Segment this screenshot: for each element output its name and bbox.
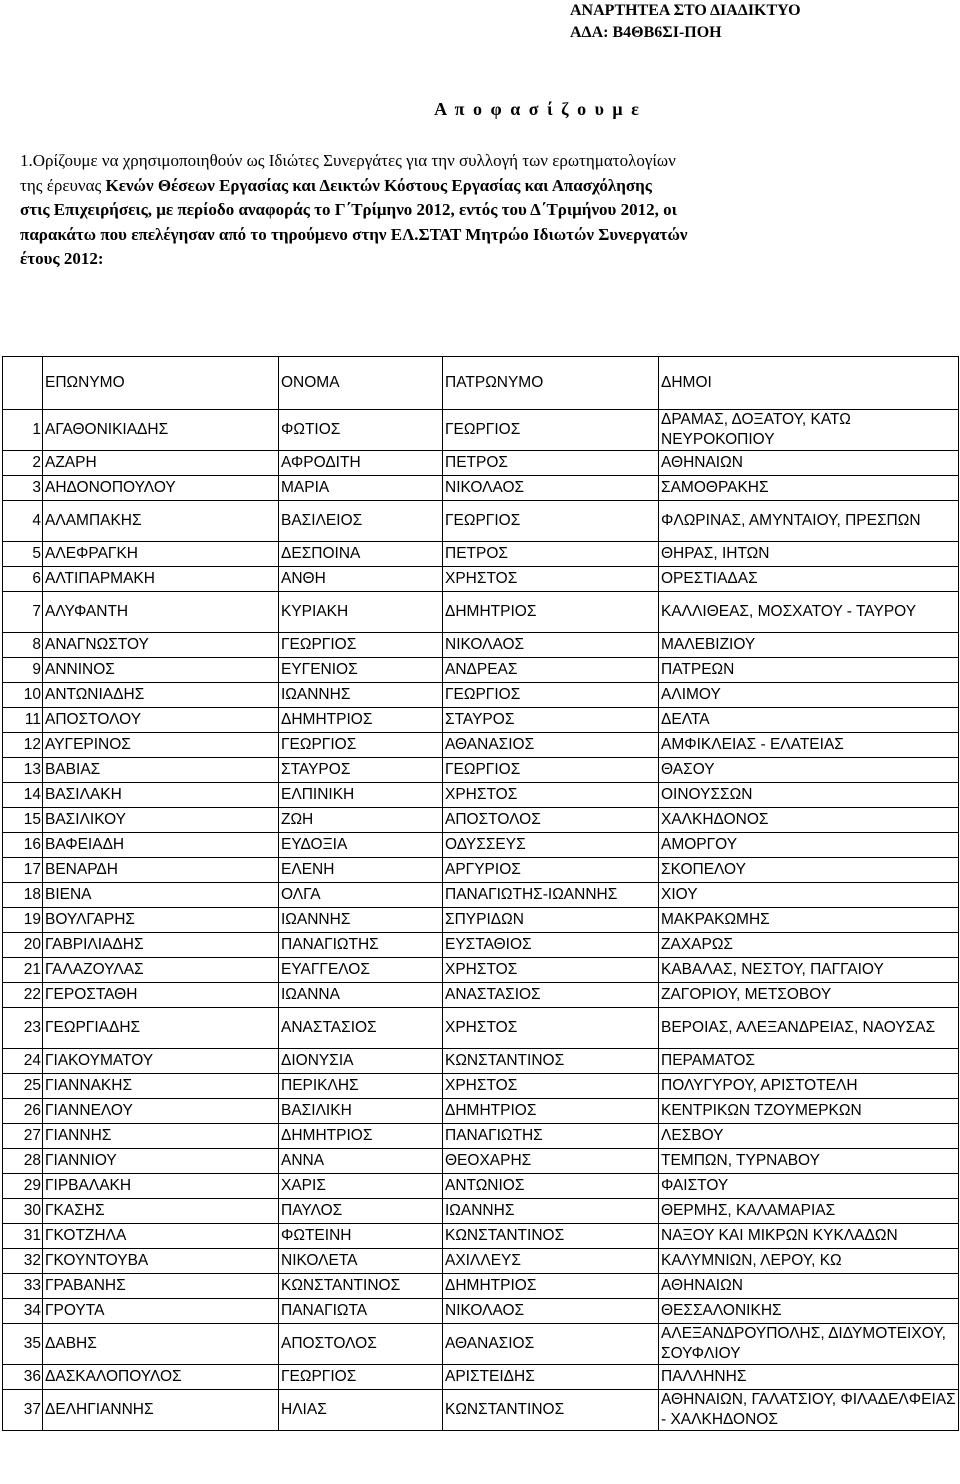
municipalities-cell: ΝΑΞΟΥ ΚΑΙ ΜΙΚΡΩΝ ΚΥΚΛΑΔΩΝ	[659, 1224, 959, 1249]
table-header-row	[3, 357, 959, 410]
table-row	[3, 1074, 959, 1099]
row-number: 16	[3, 833, 43, 858]
name-cell: ΙΩΑΝΝΗΣ	[279, 683, 443, 708]
patronymic-cell: ΚΩΝΣΤΑΝΤΙΝΟΣ	[443, 1049, 659, 1074]
table-row	[3, 451, 959, 476]
row-number: 29	[3, 1174, 43, 1199]
municipalities-cell: ΚΑΒΑΛΑΣ, ΝΕΣΤΟΥ, ΠΑΓΓΑΙΟΥ	[659, 958, 959, 983]
surname-cell: ΓΚΟΥΝΤΟΥΒΑ	[43, 1249, 279, 1274]
surname-cell: ΓΑΒΡΙΛΙΑΔΗΣ	[43, 933, 279, 958]
paragraph-line-2-start: της έρευνας	[20, 175, 106, 195]
paragraph-line-5: έτους 2012:	[20, 249, 104, 268]
name-cell: ΕΛΕΝΗ	[279, 858, 443, 883]
municipalities-cell: ΖΑΧΑΡΩΣ	[659, 933, 959, 958]
surname-cell: ΓΙΑΝΝΗΣ	[43, 1124, 279, 1149]
municipalities-cell: ΑΛΕΞΑΝΔΡΟΥΠΟΛΗΣ, ΔΙΔΥΜΟΤΕΙΧΟΥ, ΣΟΥΦΛΙΟΥ	[659, 1324, 959, 1365]
surname-cell: ΒΟΥΛΓΑΡΗΣ	[43, 908, 279, 933]
row-number: 26	[3, 1099, 43, 1124]
row-number: 32	[3, 1249, 43, 1274]
name-cell: ΠΑΝΑΓΙΩΤΑ	[279, 1299, 443, 1324]
municipalities-cell: ΧΙΟΥ	[659, 883, 959, 908]
name-cell: ΒΑΣΙΛΕΙΟΣ	[279, 501, 443, 542]
row-number: 18	[3, 883, 43, 908]
table-row	[3, 733, 959, 758]
patronymic-cell: ΔΗΜΗΤΡΙΟΣ	[443, 1099, 659, 1124]
surname-cell: ΑΖΑΡΗ	[43, 451, 279, 476]
patronymic-cell: ΔΗΜΗΤΡΙΟΣ	[443, 592, 659, 633]
surname-cell: ΒΑΒΙΑΣ	[43, 758, 279, 783]
municipalities-cell: ΦΑΙΣΤΟΥ	[659, 1174, 959, 1199]
surname-cell: ΒΑΦΕΙΑΔΗ	[43, 833, 279, 858]
row-number: 2	[3, 451, 43, 476]
row-number: 5	[3, 542, 43, 567]
row-number: 34	[3, 1299, 43, 1324]
name-cell: ΙΩΑΝΝΑ	[279, 983, 443, 1008]
table-row	[3, 783, 959, 808]
name-cell: ΠΑΥΛΟΣ	[279, 1199, 443, 1224]
row-number: 35	[3, 1324, 43, 1365]
ada-code: ΑΔΑ: Β4ΘΒ6ΣΙ-ΠΟΗ	[570, 24, 722, 41]
surname-cell: ΓΙΡΒΑΛΑΚΗ	[43, 1174, 279, 1199]
surname-cell: ΓΕΩΡΓΙΑΔΗΣ	[43, 1008, 279, 1049]
row-number: 22	[3, 983, 43, 1008]
table-row	[3, 683, 959, 708]
municipalities-cell: ΘΕΡΜΗΣ, ΚΑΛΑΜΑΡΙΑΣ	[659, 1199, 959, 1224]
table-row	[3, 1049, 959, 1074]
patronymic-cell: ΣΠΥΡΙΔΩΝ	[443, 908, 659, 933]
table-row	[3, 476, 959, 501]
name-cell: ΓΕΩΡΓΙΟΣ	[279, 733, 443, 758]
surname-cell: ΓΕΡΟΣΤΑΘΗ	[43, 983, 279, 1008]
patronymic-cell: ΚΩΝΣΤΑΝΤΙΝΟΣ	[443, 1224, 659, 1249]
table-row	[3, 1199, 959, 1224]
name-cell: ΔΕΣΠΟΙΝΑ	[279, 542, 443, 567]
table-row	[3, 633, 959, 658]
surname-cell: ΑΝΤΩΝΙΑΔΗΣ	[43, 683, 279, 708]
row-number: 28	[3, 1149, 43, 1174]
surname-cell: ΓΙΑΝΝΙΟΥ	[43, 1149, 279, 1174]
name-cell: ΚΥΡΙΑΚΗ	[279, 592, 443, 633]
patronymic-cell: ΠΕΤΡΟΣ	[443, 451, 659, 476]
municipalities-cell: ΠΑΤΡΕΩΝ	[659, 658, 959, 683]
patronymic-cell: ΓΕΩΡΓΙΟΣ	[443, 758, 659, 783]
municipalities-cell: ΚΕΝΤΡΙΚΩΝ ΤΖΟΥΜΕΡΚΩΝ	[659, 1099, 959, 1124]
table-row	[3, 708, 959, 733]
table-row	[3, 833, 959, 858]
row-number: 10	[3, 683, 43, 708]
municipalities-cell: ΔΕΛΤΑ	[659, 708, 959, 733]
row-number: 31	[3, 1224, 43, 1249]
municipalities-cell: ΑΘΗΝΑΙΩΝ	[659, 451, 959, 476]
name-cell: ΜΑΡΙΑ	[279, 476, 443, 501]
header-number	[3, 357, 43, 410]
surname-cell: ΔΑΣΚΑΛΟΠΟΥΛΟΣ	[43, 1365, 279, 1390]
surname-cell: ΑΓΑΘΟΝΙΚΙΑΔΗΣ	[43, 410, 279, 451]
municipalities-cell: ΑΘΗΝΑΙΩΝ, ΓΑΛΑΤΣΙΟΥ, ΦΙΛΑΔΕΛΦΕΙΑΣ - ΧΑΛΚΗΔΟΝΟΣ	[659, 1390, 959, 1431]
municipalities-cell: ΟΙΝΟΥΣΣΩΝ	[659, 783, 959, 808]
patronymic-cell: ΧΡΗΣΤΟΣ	[443, 567, 659, 592]
patronymic-cell: ΧΡΗΣΤΟΣ	[443, 1008, 659, 1049]
name-cell: ΑΝΝΑ	[279, 1149, 443, 1174]
municipalities-cell: ΠΟΛΥΓΥΡΟΥ, ΑΡΙΣΤΟΤΕΛΗ	[659, 1074, 959, 1099]
header-name: ΟΝΟΜΑ	[279, 357, 443, 410]
patronymic-cell: ΑΝΑΣΤΑΣΙΟΣ	[443, 983, 659, 1008]
patronymic-cell: ΑΧΙΛΛΕΥΣ	[443, 1249, 659, 1274]
header-surname: ΕΠΩΝΥΜΟ	[43, 357, 279, 410]
patronymic-cell: ΟΔΥΣΣΕΥΣ	[443, 833, 659, 858]
surname-cell: ΑΛΤΙΠΑΡΜΑΚΗ	[43, 567, 279, 592]
name-cell: ΔΙΟΝΥΣΙΑ	[279, 1049, 443, 1074]
municipalities-cell: ΠΕΡΑΜΑΤΟΣ	[659, 1049, 959, 1074]
patronymic-cell: ΑΡΓΥΡΙΟΣ	[443, 858, 659, 883]
patronymic-cell: ΓΕΩΡΓΙΟΣ	[443, 683, 659, 708]
municipalities-cell: ΣΚΟΠΕΛΟΥ	[659, 858, 959, 883]
surname-cell: ΑΗΔΟΝΟΠΟΥΛΟΥ	[43, 476, 279, 501]
municipalities-cell: ΦΛΩΡΙΝΑΣ, ΑΜΥΝΤΑΙΟΥ, ΠΡΕΣΠΩΝ	[659, 501, 959, 542]
row-number: 17	[3, 858, 43, 883]
surname-cell: ΓΑΛΑΖΟΥΛΑΣ	[43, 958, 279, 983]
decision-heading-text: Α π ο φ α σ ί ζ ο υ μ ε	[434, 99, 641, 119]
municipalities-cell: ΠΑΛΛΗΝΗΣ	[659, 1365, 959, 1390]
patronymic-cell: ΓΕΩΡΓΙΟΣ	[443, 410, 659, 451]
patronymic-cell: ΓΕΩΡΓΙΟΣ	[443, 501, 659, 542]
table-row	[3, 1390, 959, 1431]
municipalities-cell: ΑΜΟΡΓΟΥ	[659, 833, 959, 858]
patronymic-cell: ΑΝΤΩΝΙΟΣ	[443, 1174, 659, 1199]
table-row	[3, 808, 959, 833]
name-cell: ΑΝΘΗ	[279, 567, 443, 592]
municipalities-cell: ΘΕΣΣΑΛΟΝΙΚΗΣ	[659, 1299, 959, 1324]
surname-cell: ΓΡΟΥΤΑ	[43, 1299, 279, 1324]
surname-cell: ΓΚΟΤΖΗΛΑ	[43, 1224, 279, 1249]
municipalities-cell: ΧΑΛΚΗΔΟΝΟΣ	[659, 808, 959, 833]
row-number: 6	[3, 567, 43, 592]
header-patronymic: ΠΑΤΡΩΝΥΜΟ	[443, 357, 659, 410]
patronymic-cell: ΠΑΝΑΓΙΩΤΗΣ-ΙΩΑΝΝΗΣ	[443, 883, 659, 908]
surname-cell: ΑΛΥΦΑΝΤΗ	[43, 592, 279, 633]
table-row	[3, 1124, 959, 1149]
table-row	[3, 658, 959, 683]
table-row	[3, 858, 959, 883]
name-cell: ΑΠΟΣΤΟΛΟΣ	[279, 1324, 443, 1365]
municipalities-cell: ΑΘΗΝΑΙΩΝ	[659, 1274, 959, 1299]
row-number: 19	[3, 908, 43, 933]
municipalities-cell: ΑΜΦΙΚΛΕΙΑΣ - ΕΛΑΤΕΙΑΣ	[659, 733, 959, 758]
name-cell: ΗΛΙΑΣ	[279, 1390, 443, 1431]
surname-cell: ΑΥΓΕΡΙΝΟΣ	[43, 733, 279, 758]
name-cell: ΠΑΝΑΓΙΩΤΗΣ	[279, 933, 443, 958]
municipalities-cell: ΘΗΡΑΣ, ΙΗΤΩΝ	[659, 542, 959, 567]
surname-cell: ΓΙΑΝΝΑΚΗΣ	[43, 1074, 279, 1099]
name-cell: ΕΥΑΓΓΕΛΟΣ	[279, 958, 443, 983]
surname-cell: ΑΠΟΣΤΟΛΟΥ	[43, 708, 279, 733]
table-row	[3, 908, 959, 933]
row-number: 13	[3, 758, 43, 783]
paragraph-line-4: παρακάτω που επελέγησαν από το τηρούμενο στην ΕΛ.ΣΤΑΤ Μητρώο Ιδιωτών Συνεργατών	[20, 224, 688, 244]
name-cell: ΦΩΤΙΟΣ	[279, 410, 443, 451]
publication-notice: ΑΝΑΡΤΗΤΕΑ ΣΤΟ ΔΙΑΔΙΚΤΥΟ	[570, 2, 801, 19]
patronymic-cell: ΕΥΣΤΑΘΙΟΣ	[443, 933, 659, 958]
patronymic-cell: ΑΘΑΝΑΣΙΟΣ	[443, 1324, 659, 1365]
row-number: 33	[3, 1274, 43, 1299]
name-cell: ΕΥΔΟΞΙΑ	[279, 833, 443, 858]
surname-cell: ΑΛΑΜΠΑΚΗΣ	[43, 501, 279, 542]
surname-cell: ΓΚΑΣΗΣ	[43, 1199, 279, 1224]
table-row	[3, 1249, 959, 1274]
row-number: 12	[3, 733, 43, 758]
patronymic-cell: ΝΙΚΟΛΑΟΣ	[443, 476, 659, 501]
name-cell: ΖΩΗ	[279, 808, 443, 833]
row-number: 25	[3, 1074, 43, 1099]
table-row	[3, 1008, 959, 1049]
name-cell: ΔΗΜΗΤΡΙΟΣ	[279, 708, 443, 733]
name-cell: ΕΛΠΙΝΙΚΗ	[279, 783, 443, 808]
patronymic-cell: ΑΝΔΡΕΑΣ	[443, 658, 659, 683]
row-number: 20	[3, 933, 43, 958]
name-cell: ΦΩΤΕΙΝΗ	[279, 1224, 443, 1249]
patronymic-cell: ΑΡΙΣΤΕΙΔΗΣ	[443, 1365, 659, 1390]
municipalities-cell: ΒΕΡΟΙΑΣ, ΑΛΕΞΑΝΔΡΕΙΑΣ, ΝΑΟΥΣΑΣ	[659, 1008, 959, 1049]
table-row	[3, 1224, 959, 1249]
row-number: 9	[3, 658, 43, 683]
patronymic-cell: ΧΡΗΣΤΟΣ	[443, 1074, 659, 1099]
table-row	[3, 410, 959, 451]
table-row	[3, 883, 959, 908]
row-number: 15	[3, 808, 43, 833]
surname-cell: ΒΑΣΙΛΙΚΟΥ	[43, 808, 279, 833]
table-row	[3, 933, 959, 958]
municipalities-cell: ΚΑΛΥΜΝΙΩΝ, ΛΕΡΟΥ, ΚΩ	[659, 1249, 959, 1274]
table-row	[3, 1174, 959, 1199]
survey-title: Κενών Θέσεων Εργασίας και Δεικτών Κόστους Εργασίας και Απασχόλησης	[105, 175, 652, 195]
header-municipalities: ΔΗΜΟΙ	[659, 357, 959, 410]
collaborators-table	[2, 356, 958, 1431]
name-cell: ΒΑΣΙΛΙΚΗ	[279, 1099, 443, 1124]
surname-cell: ΑΝΝΙΝΟΣ	[43, 658, 279, 683]
paragraph-line-2	[20, 174, 950, 199]
patronymic-cell: ΔΗΜΗΤΡΙΟΣ	[443, 1274, 659, 1299]
table-row	[3, 1324, 959, 1365]
row-number: 24	[3, 1049, 43, 1074]
table-row	[3, 983, 959, 1008]
patronymic-cell: ΧΡΗΣΤΟΣ	[443, 958, 659, 983]
table-row	[3, 1299, 959, 1324]
paragraph-line-1: 1.Ορίζουμε να χρησιμοποιηθούν ως Ιδιώτες Συνεργάτες για την συλλογή των ερωτηματολογίων	[20, 151, 676, 170]
row-number: 21	[3, 958, 43, 983]
row-number: 3	[3, 476, 43, 501]
decision-heading	[0, 99, 960, 120]
patronymic-cell: ΙΩΑΝΝΗΣ	[443, 1199, 659, 1224]
table-row	[3, 1099, 959, 1124]
name-cell: ΑΝΑΣΤΑΣΙΟΣ	[279, 1008, 443, 1049]
municipalities-cell: ΟΡΕΣΤΙΑΔΑΣ	[659, 567, 959, 592]
patronymic-cell: ΚΩΝΣΤΑΝΤΙΝΟΣ	[443, 1390, 659, 1431]
row-number: 30	[3, 1199, 43, 1224]
name-cell: ΣΤΑΥΡΟΣ	[279, 758, 443, 783]
row-number: 27	[3, 1124, 43, 1149]
name-cell: ΑΦΡΟΔΙΤΗ	[279, 451, 443, 476]
municipalities-cell: ΜΑΚΡΑΚΩΜΗΣ	[659, 908, 959, 933]
patronymic-cell: ΘΕΟΧΑΡΗΣ	[443, 1149, 659, 1174]
surname-cell: ΑΝΑΓΝΩΣΤΟΥ	[43, 633, 279, 658]
row-number: 1	[3, 410, 43, 451]
row-number: 4	[3, 501, 43, 542]
table-row	[3, 958, 959, 983]
row-number: 7	[3, 592, 43, 633]
surname-cell: ΓΡΑΒΑΝΗΣ	[43, 1274, 279, 1299]
table-row	[3, 542, 959, 567]
patronymic-cell: ΠΕΤΡΟΣ	[443, 542, 659, 567]
patronymic-cell: ΝΙΚΟΛΑΟΣ	[443, 1299, 659, 1324]
patronymic-cell: ΧΡΗΣΤΟΣ	[443, 783, 659, 808]
row-number: 11	[3, 708, 43, 733]
row-number: 37	[3, 1390, 43, 1431]
table-row	[3, 1149, 959, 1174]
name-cell: ΚΩΝΣΤΑΝΤΙΝΟΣ	[279, 1274, 443, 1299]
row-number: 23	[3, 1008, 43, 1049]
name-cell: ΝΙΚΟΛΕΤΑ	[279, 1249, 443, 1274]
surname-cell: ΑΛΕΦΡΑΓΚΗ	[43, 542, 279, 567]
municipalities-cell: ΖΑΓΟΡΙΟΥ, ΜΕΤΣΟΒΟΥ	[659, 983, 959, 1008]
paragraph-line-3: στις Επιχειρήσεις, με περίοδο αναφοράς το Γ΄Τρίμηνο 2012, εντός του Δ΄Τριμήνου 2012, οι	[20, 200, 677, 219]
name-cell: ΧΑΡΙΣ	[279, 1174, 443, 1199]
surname-cell: ΔΕΛΗΓΙΑΝΝΗΣ	[43, 1390, 279, 1431]
table-row	[3, 592, 959, 633]
patronymic-cell: ΝΙΚΟΛΑΟΣ	[443, 633, 659, 658]
table-row	[3, 501, 959, 542]
municipalities-cell: ΘΑΣΟΥ	[659, 758, 959, 783]
surname-cell: ΒΑΣΙΛΑΚΗ	[43, 783, 279, 808]
patronymic-cell: ΠΑΝΑΓΙΩΤΗΣ	[443, 1124, 659, 1149]
name-cell: ΓΕΩΡΓΙΟΣ	[279, 633, 443, 658]
name-cell: ΓΕΩΡΓΙΟΣ	[279, 1365, 443, 1390]
municipalities-cell: ΣΑΜΟΘΡΑΚΗΣ	[659, 476, 959, 501]
surname-cell: ΓΙΑΝΝΕΛΟΥ	[43, 1099, 279, 1124]
patronymic-cell: ΑΘΑΝΑΣΙΟΣ	[443, 733, 659, 758]
patronymic-cell: ΑΠΟΣΤΟΛΟΣ	[443, 808, 659, 833]
patronymic-cell: ΣΤΑΥΡΟΣ	[443, 708, 659, 733]
name-cell: ΔΗΜΗΤΡΙΟΣ	[279, 1124, 443, 1149]
table-row	[3, 1274, 959, 1299]
name-cell: ΠΕΡΙΚΛΗΣ	[279, 1074, 443, 1099]
table-row	[3, 758, 959, 783]
surname-cell: ΔΑΒΗΣ	[43, 1324, 279, 1365]
row-number: 36	[3, 1365, 43, 1390]
table-row	[3, 1365, 959, 1390]
surname-cell: ΒΙΕΝΑ	[43, 883, 279, 908]
row-number: 8	[3, 633, 43, 658]
table-row	[3, 567, 959, 592]
decision-paragraph	[20, 149, 950, 272]
name-cell: ΕΥΓΕΝΙΟΣ	[279, 658, 443, 683]
surname-cell: ΓΙΑΚΟΥΜΑΤΟΥ	[43, 1049, 279, 1074]
row-number: 14	[3, 783, 43, 808]
name-cell: ΙΩΑΝΝΗΣ	[279, 908, 443, 933]
municipalities-cell: ΛΕΣΒΟΥ	[659, 1124, 959, 1149]
municipalities-cell: ΤΕΜΠΩΝ, ΤΥΡΝΑΒΟΥ	[659, 1149, 959, 1174]
surname-cell: ΒΕΝΑΡΔΗ	[43, 858, 279, 883]
name-cell: ΟΛΓΑ	[279, 883, 443, 908]
municipalities-cell: ΔΡΑΜΑΣ, ΔΟΞΑΤΟΥ, ΚΑΤΩ ΝΕΥΡΟΚΟΠΙΟΥ	[659, 410, 959, 451]
municipalities-cell: ΚΑΛΛΙΘΕΑΣ, ΜΟΣΧΑΤΟΥ - ΤΑΥΡΟΥ	[659, 592, 959, 633]
municipalities-cell: ΜΑΛΕΒΙΖΙΟΥ	[659, 633, 959, 658]
municipalities-cell: ΑΛΙΜΟΥ	[659, 683, 959, 708]
